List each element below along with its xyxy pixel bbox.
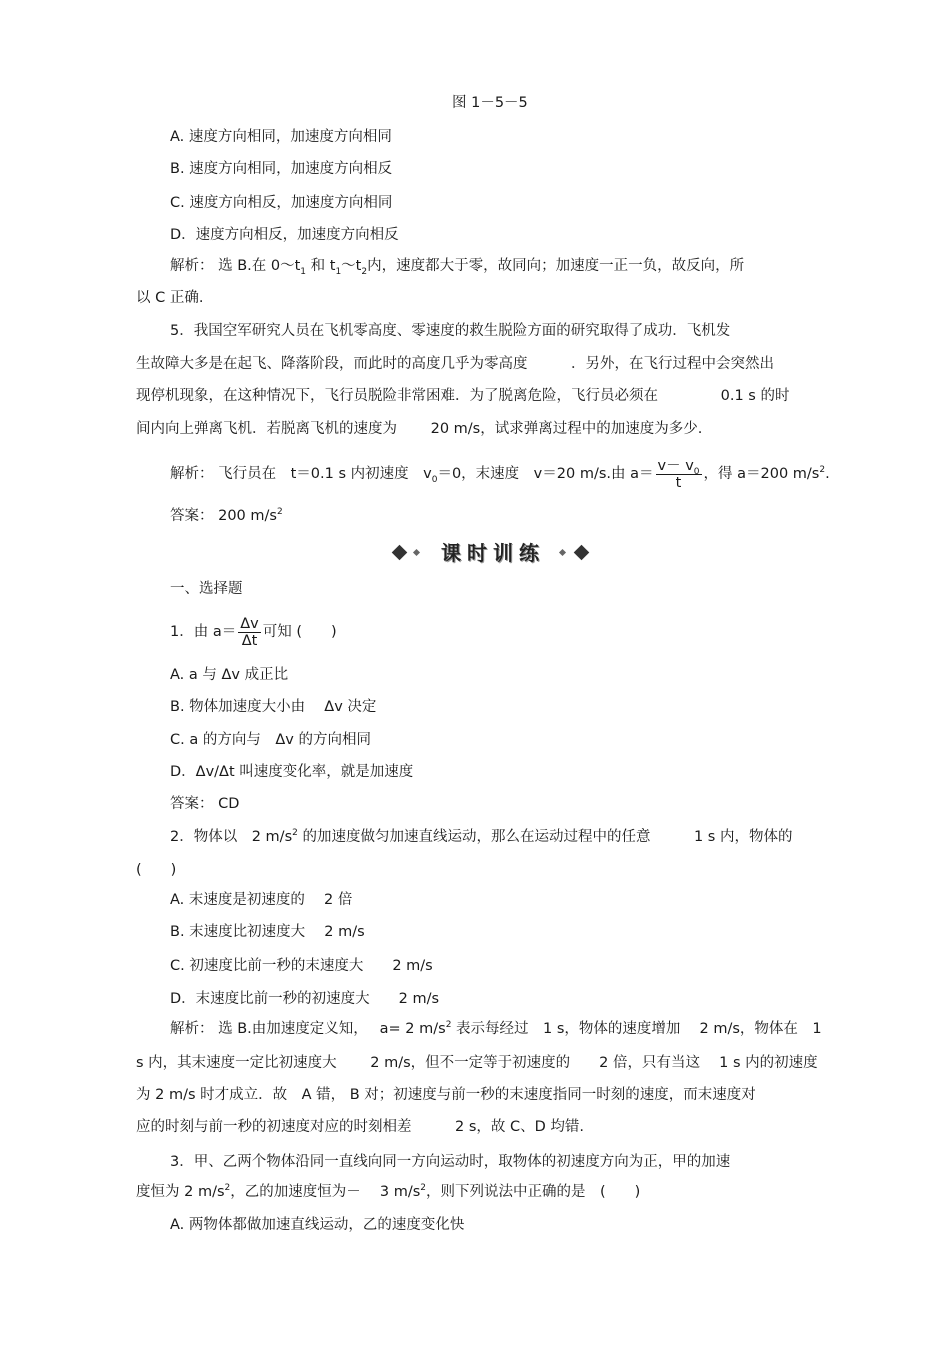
q5-line4: 间内向上弹离飞机．若脱离飞机的速度为 20 m/s，试求弹离过程中的加速度为多少. — [136, 421, 703, 437]
small-diamond-icon — [559, 549, 566, 556]
p1-stem — [170, 612, 337, 652]
fraction-denominator: Δt — [241, 632, 258, 649]
superscript: 2 — [445, 1020, 452, 1031]
q5-answer — [170, 506, 283, 526]
p1-stem-text: 1．由 a＝ — [170, 624, 237, 640]
p3-stem-text: 度恒为 2 m/s — [136, 1184, 225, 1200]
p2-stem-line1 — [170, 827, 792, 847]
p2-analysis-text: 解析： 选 B.由加速度定义知， a= 2 m/s — [170, 1021, 446, 1037]
superscript: 2 — [819, 465, 826, 476]
p1-option-d: D．Δv/Δt 叫速度变化率，就是加速度 — [170, 764, 414, 780]
fraction-numerator: Δv — [240, 615, 259, 632]
q4-option-b: B. 速度方向相同，加速度方向相反 — [170, 161, 393, 177]
superscript: 2 — [292, 828, 298, 839]
numerator-text: v－ v — [657, 457, 694, 474]
q4-option-d: D．速度方向相反，加速度方向相反 — [170, 227, 399, 243]
p2-analysis-line1 — [170, 1019, 822, 1039]
q5-analysis-text: 飞行员在 t＝0.1 s 内初速度 v — [218, 466, 432, 482]
diamond-icon — [574, 545, 590, 561]
answer-label: 答案： — [170, 508, 214, 524]
superscript: 2 — [420, 1183, 426, 1194]
q4-option-c: C. 速度方向相反，加速度方向相同 — [170, 195, 393, 211]
p1-option-b: B. 物体加速度大小由 Δv 决定 — [170, 699, 377, 715]
p2-stem-text: 的加速度做匀加速直线运动，那么在运动过程中的任意 1 s 内，物体的 — [297, 829, 793, 845]
small-diamond-icon — [413, 549, 420, 556]
p2-analysis-text: 表示每经过 1 s，物体的速度增加 2 m/s，物体在 1 — [451, 1021, 822, 1037]
answer-value: 200 m/s — [218, 508, 277, 524]
subscript: 1 — [300, 266, 307, 277]
q4-analysis-text: 和 t — [310, 258, 336, 274]
q5-line3: 现停机现象，在这种情况下，飞行员脱险非常困难．为了脱离危险，飞行员必须在 0.1 s 的时 — [136, 388, 790, 404]
fraction-denominator: t — [675, 474, 682, 491]
q4-analysis-text: 选 B.在 0～t — [218, 258, 301, 274]
p2-option-a: A. 末速度是初速度的 2 倍 — [170, 892, 353, 908]
p2-analysis-line3: 为 2 m/s 时才成立．故 A 错， B 对；初速度与前一秒的末速度指同一时刻的速度，而末速度对 — [136, 1087, 756, 1103]
p2-option-d: D．末速度比前一秒的初速度大 2 m/s — [170, 991, 440, 1007]
q5-line2: 生故障大多是在起飞、降落阶段，而此时的高度几乎为零高度 ．另外，在飞行过程中会突然出 — [136, 356, 774, 372]
q4-analysis-line1 — [170, 256, 744, 276]
banner-title: 课时训练 — [441, 541, 545, 565]
p1-option-a: A. a 与 Δv 成正比 — [170, 667, 289, 683]
p3-stem-line1: 3．甲、乙两个物体沿同一直线向同一方向运动时，取物体的初速度方向为正，甲的加速 — [170, 1154, 731, 1170]
p3-stem-text: ，则下列说法中正确的是 ( ) — [426, 1184, 641, 1200]
analysis-label: 解析： — [170, 258, 214, 274]
acceleration-fraction — [238, 616, 261, 649]
q4-analysis-line2: 以 C 正确. — [136, 290, 204, 306]
q5-analysis — [170, 454, 830, 494]
q5-analysis-text: . — [825, 466, 830, 482]
p1-answer: 答案： CD — [170, 796, 240, 812]
p2-option-c: C. 初速度比前一秒的末速度大 2 m/s — [170, 958, 433, 974]
superscript: 2 — [224, 1183, 231, 1194]
section-banner — [390, 538, 595, 568]
q4-analysis-text: 内，速度都大于零，故同向；加速度一正一负，故反向，所 — [367, 258, 745, 274]
p2-option-b: B. 末速度比初速度大 2 m/s — [170, 924, 365, 940]
fraction-numerator — [656, 458, 702, 475]
superscript: 2 — [276, 507, 283, 518]
subscript: 2 — [361, 266, 368, 277]
subscript: 1 — [335, 266, 342, 277]
p3-stem-text: ，乙的加速度恒为－ 3 m/s — [230, 1184, 421, 1200]
p2-analysis-line2: s 内，其末速度一定比初速度大 2 m/s，但不一定等于初速度的 2 倍，只有当这 1 s 内的初速度 — [136, 1055, 818, 1071]
subscript: 0 — [693, 466, 700, 477]
analysis-label: 解析： — [170, 466, 214, 482]
p2-stem-line2: ( ) — [136, 862, 177, 878]
p1-option-c: C. a 的方向与 Δv 的方向相同 — [170, 732, 371, 748]
p3-stem-line2 — [136, 1182, 640, 1202]
diamond-icon — [392, 545, 408, 561]
subscript: 0 — [431, 474, 438, 485]
q4-option-a: A. 速度方向相同，加速度方向相同 — [170, 129, 392, 145]
section-title: 一、选择题 — [170, 581, 243, 597]
p2-stem-text: 2．物体以 2 m/s — [170, 829, 293, 845]
q5-analysis-text: ＝0，末速度 v＝20 m/s.由 a＝ — [437, 466, 654, 482]
q4-analysis-text: ～t — [341, 258, 362, 274]
q5-line1: 5．我国空军研究人员在飞机零高度、零速度的救生脱险方面的研究取得了成功．飞机发 — [170, 323, 731, 339]
q5-analysis-text: ，得 a＝200 m/s — [703, 466, 820, 482]
p3-option-a: A. 两物体都做加速直线运动，乙的速度变化快 — [170, 1217, 465, 1233]
p1-stem-text: 可知 ( ) — [262, 624, 337, 640]
figure-caption: 图 1－5－5 — [452, 95, 528, 111]
velocity-fraction — [656, 458, 702, 491]
p2-analysis-line4: 应的时刻与前一秒的初速度对应的时刻相差 2 s，故 C、D 均错. — [136, 1119, 585, 1135]
